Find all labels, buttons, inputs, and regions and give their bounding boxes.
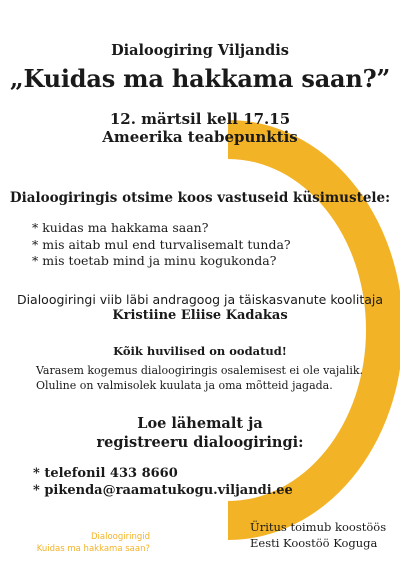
contact-email: * pikenda@raamatukogu.viljandi.ee: [33, 482, 293, 498]
partner-line-1: Üritus toimub koostöös: [250, 520, 387, 534]
contact-list: [33, 466, 293, 499]
register-line-2: registreeru dialoogiringi:: [96, 434, 304, 451]
all-welcome-text: Kõik huvilised on oodatud!: [113, 344, 287, 358]
question-list: [32, 220, 291, 270]
experience-note: [36, 364, 363, 393]
question-item: * mis toetab mind ja minu kogukonda?: [32, 253, 277, 268]
partner-line-2: Eesti Koostöö Koguga: [250, 535, 378, 550]
facilitator-name: Kristiine Eliise Kadakas: [112, 308, 288, 323]
experience-line: Varasem kogemus dialoogiringis osalemisest ei ole vajalik.: [36, 364, 364, 377]
intro-text: Dialoogiringis otsime koos vastuseid küsimustele:: [9, 190, 391, 206]
question-item: * mis aitab mul end turvalisemalt tunda?: [32, 236, 291, 252]
register-heading: [0, 414, 400, 452]
question-item: * kuidas ma hakkama saan?: [32, 220, 209, 235]
experience-line: Oluline on valmisolek kuulata ja oma mõtteid jagada.: [36, 378, 333, 392]
contact-phone: * telefonil 433 8660: [33, 466, 178, 481]
brand-line-2: Kuidas ma hakkama saan?: [36, 543, 150, 554]
facilitator-line: Dialoogiringi viib läbi andragoog ja täiskasvanute koolitaja: [16, 292, 384, 307]
event-name: Dialoogiring Viljandis: [111, 42, 289, 59]
brand-logo-text: [0, 532, 150, 555]
register-line-1: Loe lähemalt ja: [137, 415, 263, 432]
headline-title: „Kuidas ma hakkama saan?”: [9, 64, 391, 93]
brand-line-1: Dialoogiringid: [90, 532, 150, 542]
partner-note: [250, 520, 386, 551]
event-venue: Ameerika teabepunktis: [102, 128, 298, 146]
event-date-time: 12. märtsil kell 17.15: [109, 110, 291, 128]
